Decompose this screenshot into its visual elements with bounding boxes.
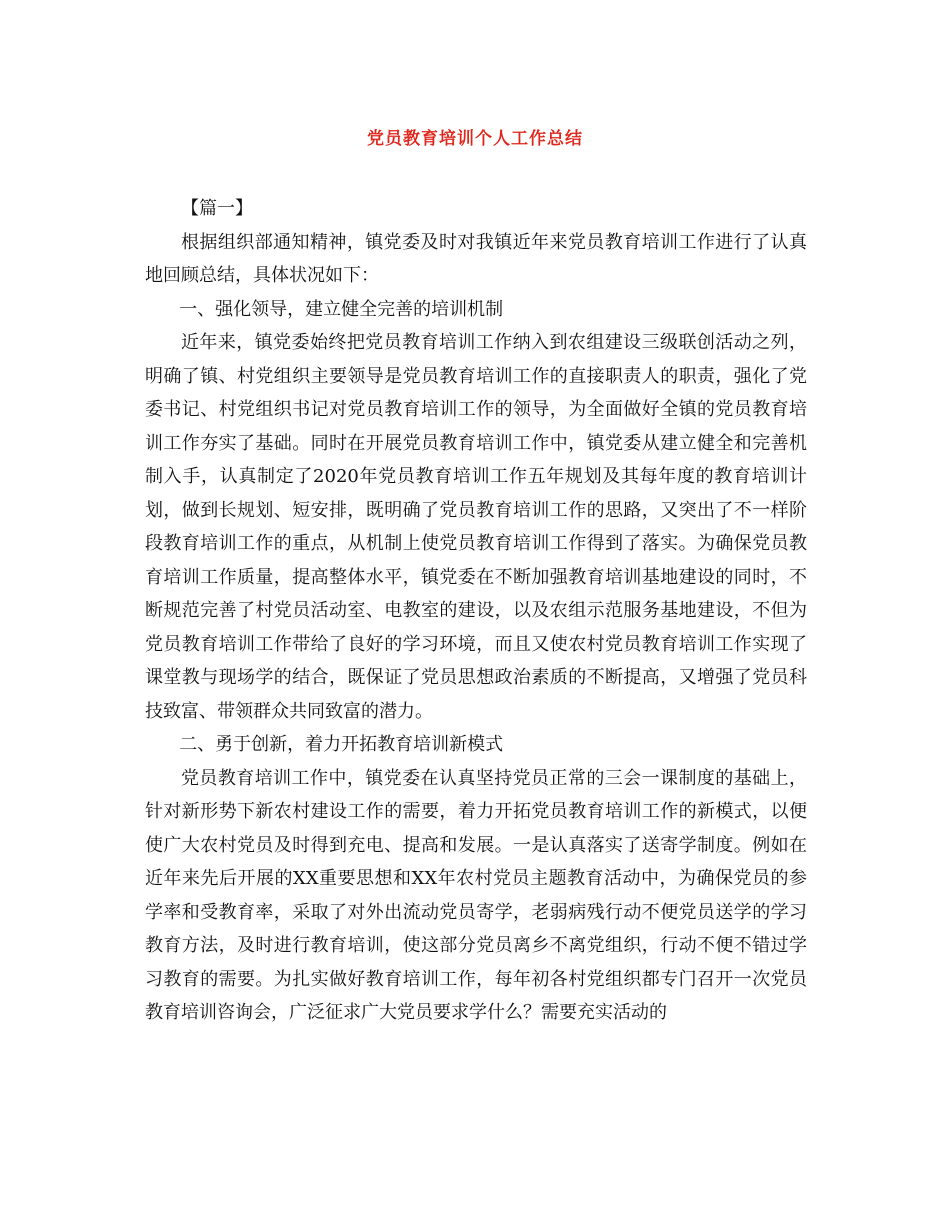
section-heading-1: 一、强化领导，建立健全完善的培训机制 <box>179 298 504 320</box>
section-heading-2: 二、勇于创新，着力开拓教育培训新模式 <box>179 734 504 755</box>
paragraph-section-2: 党员教育培训工作中，镇党委在认真坚持党员正常的三会一课制度的基础上，针对新形势下新农村建设工作的需要，着力开拓党员教育培训工作的新模式，以便使广大农村党员及时得到充电、提高和发展。一是认真落实了送寄学制度。例如在近年来先后开展的XX重要思想和XX年农村党员主题教育活动中，为确保党员的参学率和受教育率，采取了对外出流动党员寄学，老弱病残行动不便党员送学的学习教育方法，及时进行教育培训，使这部分党员离乡不离党组织，行动不便不错过学习教育的需要。为扎实做好教育培训工作，每年初各村党组织都专门召开一次党员教育培训咨询会，广泛征求广大党员要求学什么？需要充实活动的 <box>145 767 807 1023</box>
document-body <box>145 192 807 1030</box>
section-label: 【篇一】 <box>181 198 253 219</box>
document-title: 党员教育培训个人工作总结 <box>367 129 583 149</box>
paragraph-section-1: 近年来，镇党委始终把党员教育培训工作纳入到农组建设三级联创活动之列，明确了镇、村党组织主要领导是党员教育培训工作的直接职责人的职责，强化了党委书记、村党组织书记对党员教育培训工作的领导，为全面做好全镇的党员教育培训工作夯实了基础。同时在开展党员教育培训工作中，镇党委从建立健全和完善机制入手，认真制定了2020年党员教育培训工作五年规划及其每年度的教育培训计划，做到长规划、短安排，既明确了党员教育培训工作的思路，又突出了不一样阶段教育培训工作的重点，从机制上使党员教育培训工作得到了落实。为确保党员教育培训工作质量，提高整体水平，镇党委在不断加强教育培训基地建设的同时，不断规范完善了村党员活动室、电教室的建设，以及农组示范服务基地建设，不但为党员教育培训工作带给了良好的学习环境，而且又使农村党员教育培训工作实现了课堂教与现场学的结合，既保证了党员思想政治素质的不断提高，又增强了党员科技致富、带领群众共同致富的潜力。 <box>145 332 807 722</box>
paragraph-intro: 根据组织部通知精神，镇党委及时对我镇近年来党员教育培训工作进行了认真地回顾总结，具体状况如下： <box>145 231 807 286</box>
